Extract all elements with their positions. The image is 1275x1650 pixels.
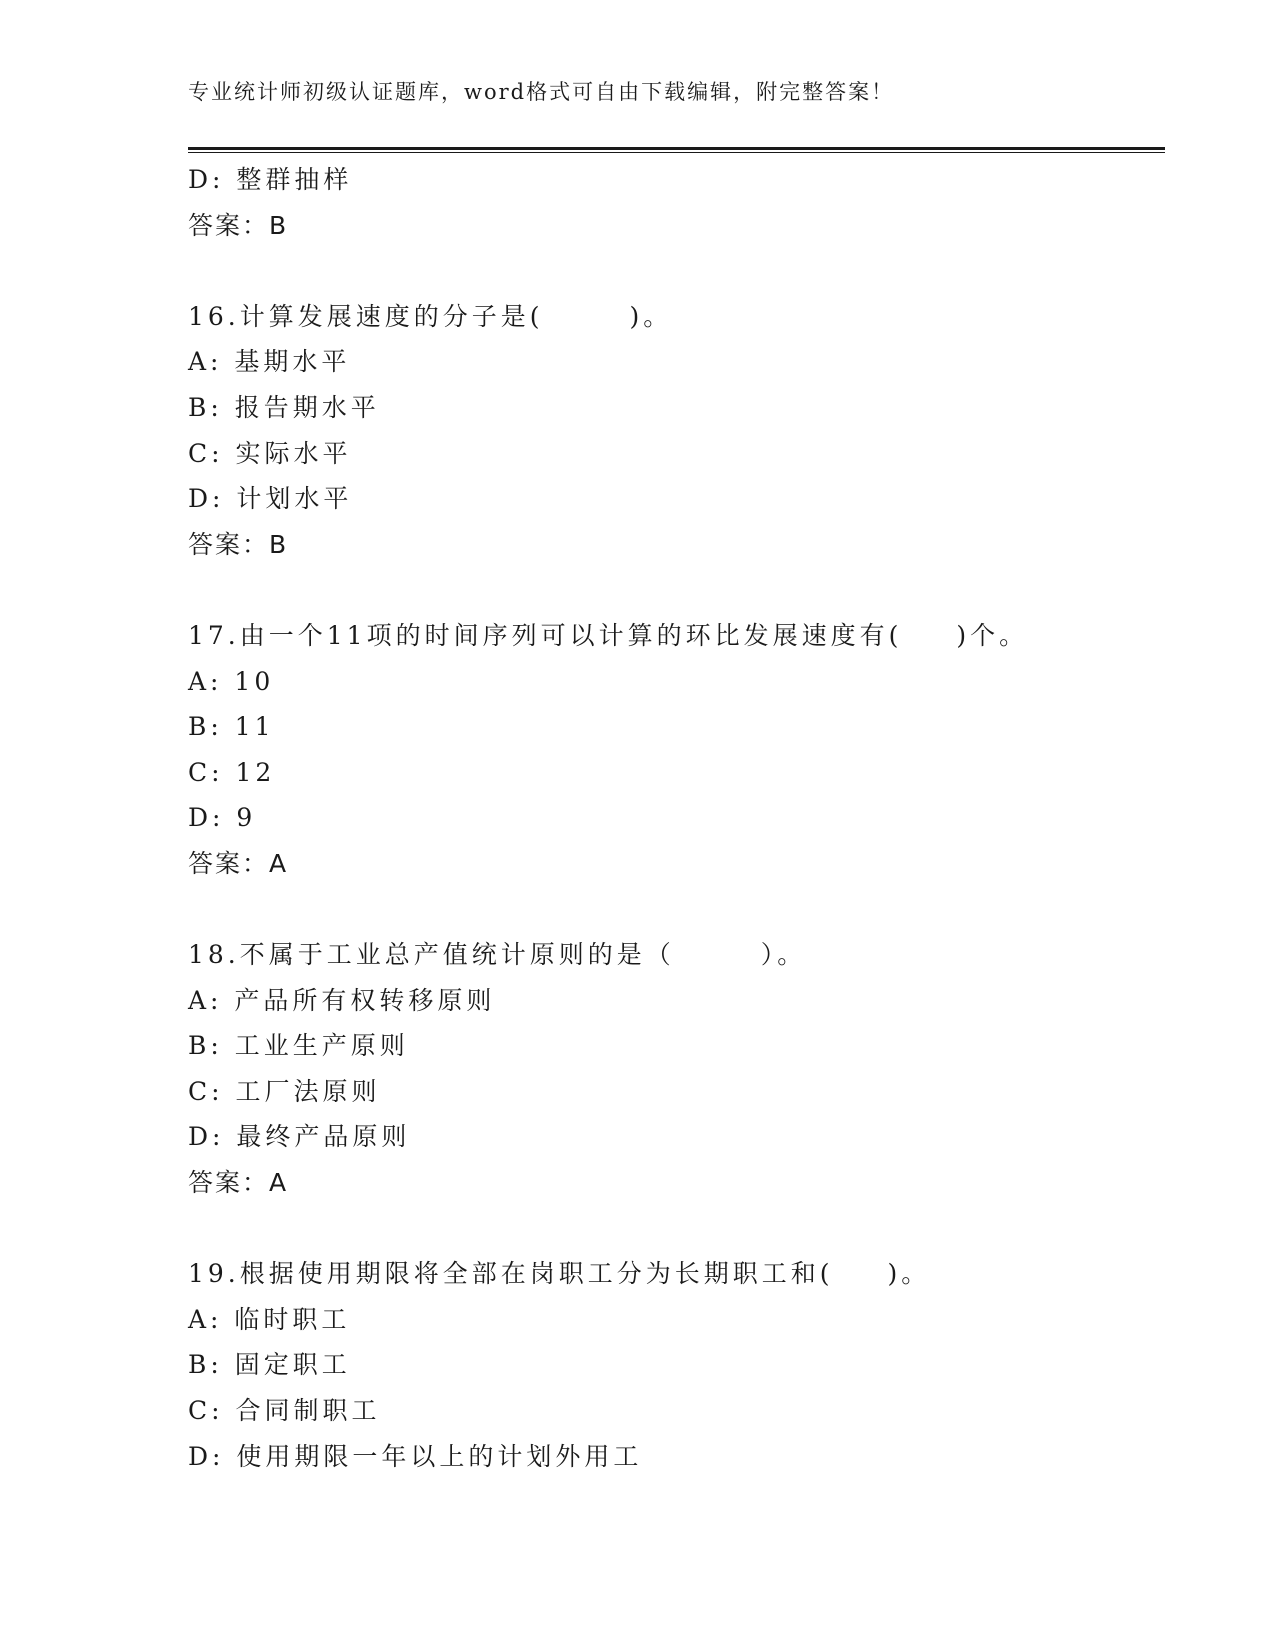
answer-line: 答案：A (188, 848, 289, 878)
option-a: A: 产品所有权转移原则 (188, 985, 496, 1015)
question-17-stem (188, 613, 1168, 659)
document-header: 专业统计师初级认证题库，word格式可自由下载编辑，附完整答案！ (188, 80, 895, 104)
question-stem-end: )。 (887, 1259, 931, 1289)
option-a: A: 临时职工 (188, 1304, 351, 1334)
option-d: D: 9 (188, 803, 257, 833)
option-b: B: 工业生产原则 (188, 1031, 409, 1061)
option-d: D: 计划水平 (188, 484, 353, 514)
question-stem-end: )。 (629, 301, 673, 331)
question-stem-text: 17.由一个11项的时间序列可以计算的环比发展速度有( (188, 620, 903, 650)
question-19-stem (188, 1251, 1168, 1297)
option-c: C: 工厂法原则 (188, 1076, 381, 1106)
question-list (188, 157, 1168, 1479)
option-c: C: 合同制职工 (188, 1396, 381, 1426)
header-rule-thin (188, 152, 1165, 153)
option-b: B: 报告期水平 (188, 392, 380, 422)
option-a: A: 基期水平 (188, 347, 351, 377)
answer-line: 答案：A (188, 1168, 289, 1198)
question-18-stem (188, 932, 1168, 978)
option-d: D: 使用期限一年以上的计划外用工 (188, 1441, 643, 1471)
option-c: C: 实际水平 (188, 438, 352, 468)
question-stem-text: 18.不属于工业总产值统计原则的是（ (188, 940, 675, 970)
answer-line: 答案：B (188, 210, 289, 240)
option-c: C: 12 (188, 757, 276, 787)
option-d: D: 整群抽样 (188, 165, 353, 194)
question-stem-text: 16.计算发展速度的分子是( (188, 301, 544, 331)
option-a: A: 10 (188, 666, 275, 696)
question-stem-end: )个。 (956, 620, 1029, 650)
question-stem-end: ）。 (760, 940, 807, 970)
answer-line: 答案：B (188, 529, 289, 559)
header-rule-thick (188, 147, 1165, 150)
question-16-stem (188, 294, 1168, 340)
option-b: B: 11 (188, 712, 275, 742)
question-stem-text: 19.根据使用期限将全部在岗职工分为长期职工和( (188, 1259, 834, 1289)
option-d: D: 最终产品原则 (188, 1122, 411, 1152)
option-b: B: 固定职工 (188, 1350, 351, 1380)
